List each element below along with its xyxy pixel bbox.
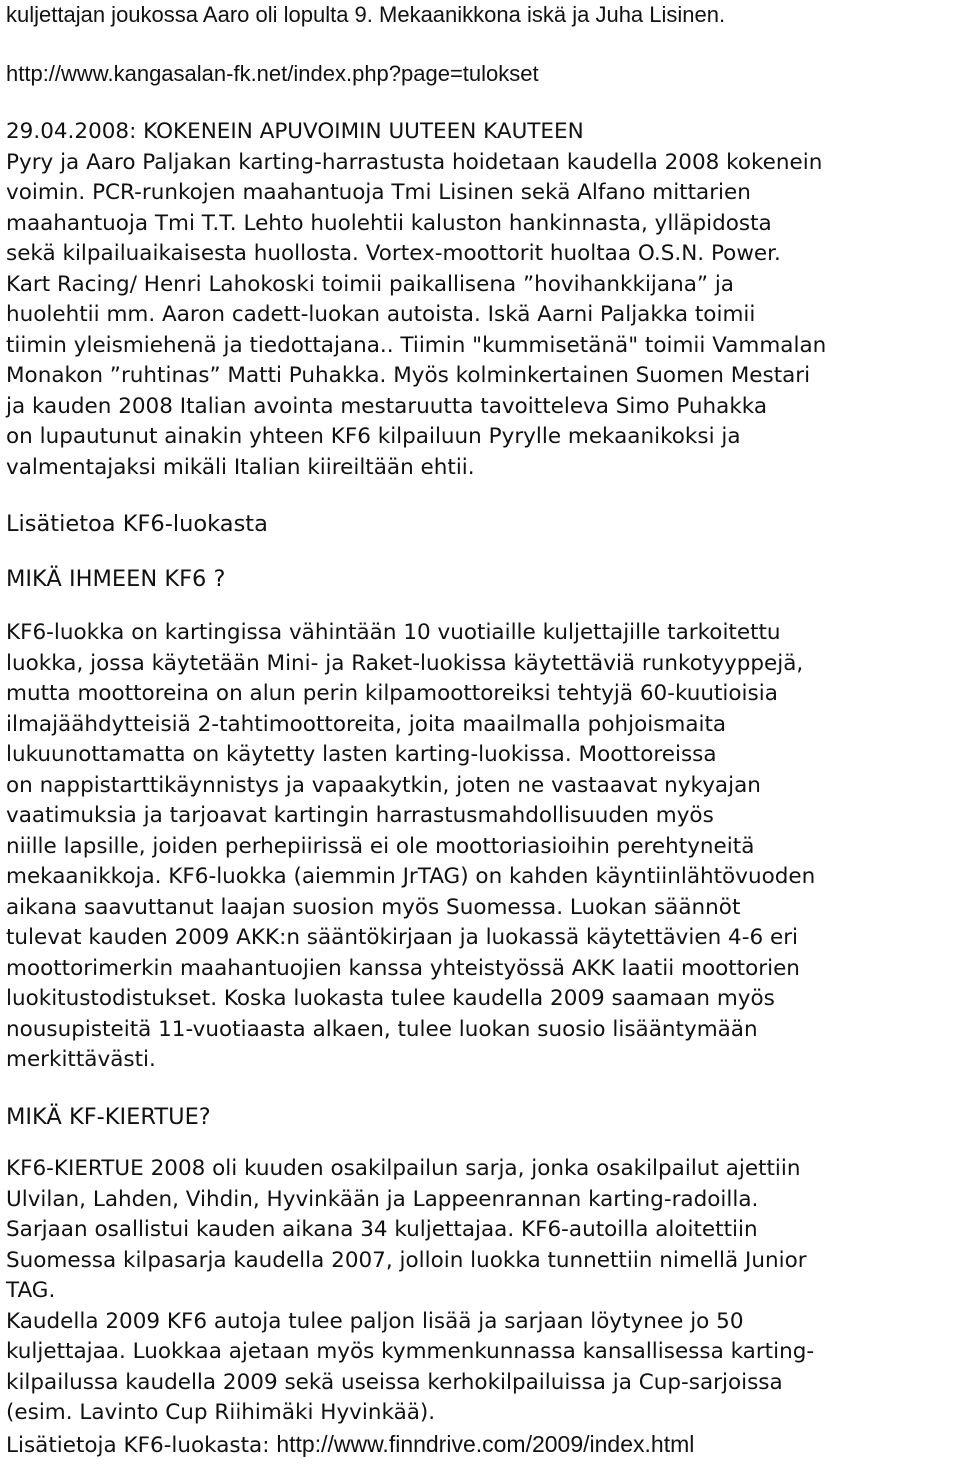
article-line: sekä kilpailuaikaisesta huollosta. Vortex-moottorit huoltaa O.S.N. Power.: [6, 241, 781, 266]
article-line: maahantuoja Tmi T.T. Lehto huolehtii kaluston hankinnasta, ylläpidosta: [6, 210, 772, 236]
intro-line: kuljettajan joukossa Aaro oli lopulta 9. Mekaanikkona iskä ja Juha Lisinen.: [6, 2, 726, 27]
article-line: valmentajaksi mikäli Italian kiireiltään ehtii.: [6, 454, 475, 480]
article-line: Pyry ja Aaro Paljakan karting-harrastusta hoidetaan kaudella 2008 kokenein: [6, 149, 823, 175]
kf6-line: moottorimerkin maahantuojien kanssa yhteistyössä AKK laatii moottorien: [6, 955, 800, 981]
kf6-line: vaatimuksia ja tarjoavat kartingin harrastusmahdollisuuden myös: [6, 803, 714, 828]
document-page: [6, 0, 956, 1461]
kf6-line: luokitustodistukset. Koska luokasta tulee kaudella 2009 saamaan myös: [6, 986, 775, 1011]
article-headline: 29.04.2008: KOKENEIN APUVOIMIN UUTEEN KAUTEEN: [6, 119, 584, 144]
kf6-line: luokka, jossa käytetään Mini- ja Raket-luokissa käytettäviä runkotyyppejä,: [6, 650, 804, 676]
article-line: Kart Racing/ Henri Lahokoski toimii paikallisena ”hovihankkijana” ja: [6, 271, 734, 297]
article-line: on lupautunut ainakin yhteen KF6 kilpailuun Pyrylle mekaanikoksi ja: [6, 424, 741, 449]
finndrive-link[interactable]: http://www.finndrive.com/2009/index.html: [276, 1430, 695, 1457]
tour-line: Sarjaan osallistui kauden aikana 34 kuljettajaa. KF6-autoilla aloitettiin: [6, 1217, 758, 1242]
tour-heading: MIKÄ KF-KIERTUE?: [6, 1103, 211, 1130]
tour-line: Suomessa kilpasarja kaudella 2007, jolloin luokka tunnettiin nimellä Junior: [6, 1247, 807, 1273]
footer-label: Lisätietoja KF6-luokasta:: [6, 1432, 277, 1458]
kf6-line: on nappistarttikäynnistys ja vapaakytkin, joten ne vastaavat nykyajan: [6, 772, 761, 798]
kf6-heading: MIKÄ IHMEEN KF6 ?: [6, 565, 226, 592]
article-line: huolehtii mm. Aaron cadett-luokan autoista. Iskä Aarni Paljakka toimii: [6, 302, 756, 327]
kf6-paragraph: [6, 618, 956, 1076]
kf6-line: lukuunottamatta on käytetty lasten karting-luokissa. Moottoreissa: [6, 742, 717, 767]
tour-line: kilpailussa kaudella 2009 sekä useissa kerhokilpailuissa ja Cup-sarjoissa: [6, 1369, 783, 1395]
kf6-line: mutta moottoreina on alun perin kilpamoottoreiksi tehtyjä 60-kuutioisia: [6, 681, 778, 706]
tour-line: Ulvilan, Lahden, Vihdin, Hyvinkään ja Lappeenrannan karting-radoilla.: [6, 1186, 759, 1212]
kf6-line: aikana saavuttanut laajan suosion myös Suomessa. Luokan säännöt: [6, 894, 741, 920]
kf6-line: tulevat kauden 2009 AKK:n sääntökirjaan ja luokassä käytettävien 4-6 eri: [6, 925, 799, 950]
kf6-line: ilmajäähdytteisiä 2-tahtimoottoreita, joita maailmalla pohjoismaita: [6, 711, 727, 737]
tour-paragraph: [6, 1154, 956, 1429]
tour-line: Kaudella 2009 KF6 autoja tulee paljon lisää ja sarjaan löytynee jo 50: [6, 1308, 744, 1334]
article-line: Monakon ”ruhtinas” Matti Puhakka. Myös kolminkertainen Suomen Mestari: [6, 363, 811, 388]
kf6-line: nousupisteitä 11-vuotiaasta alkaen, tulee luokan suosio lisääntymään: [6, 1016, 758, 1042]
kf6-line: KF6-luokka on kartingissa vähintään 10 vuotiaille kuljettajille tarkoitettu: [6, 620, 781, 645]
tour-line: (esim. Lavinto Cup Riihimäki Hyvinkää).: [6, 1400, 436, 1425]
article-paragraph: [6, 117, 956, 483]
tour-line: KF6-KIERTUE 2008 oli kuuden osakilpailun sarja, jonka osakilpailut ajettiin: [6, 1156, 801, 1181]
footer-line: [6, 1429, 956, 1462]
kf6-line: mekaanikkoja. KF6-luokka (aiemmin JrTAG) on kahden käyntiinlähtövuoden: [6, 864, 816, 889]
kf6-line: merkittävästi.: [6, 1047, 156, 1072]
article-line: ja kauden 2008 Italian avointa mestaruutta tavoitteleva Simo Puhakka: [6, 393, 768, 419]
results-link[interactable]: http://www.kangasalan-fk.net/index.php?page=tulokset: [6, 60, 539, 86]
tour-line: TAG.: [6, 1278, 56, 1303]
more-info-heading: Lisätietoa KF6-luokasta: [6, 511, 268, 537]
article-line: tiimin yleismiehenä ja tiedottajana.. Tiimin "kummisetänä" toimii Vammalan: [6, 332, 827, 358]
kf6-line: niille lapsille, joiden perhepiirissä ei ole moottoriasioihin perehtyneitä: [6, 833, 755, 859]
tour-line: kuljettajaa. Luokkaa ajetaan myös kymmenkunnassa kansallisessa karting-: [6, 1339, 815, 1364]
article-line: voimin. PCR-runkojen maahantuoja Tmi Lisinen sekä Alfano mittarien: [6, 180, 751, 205]
